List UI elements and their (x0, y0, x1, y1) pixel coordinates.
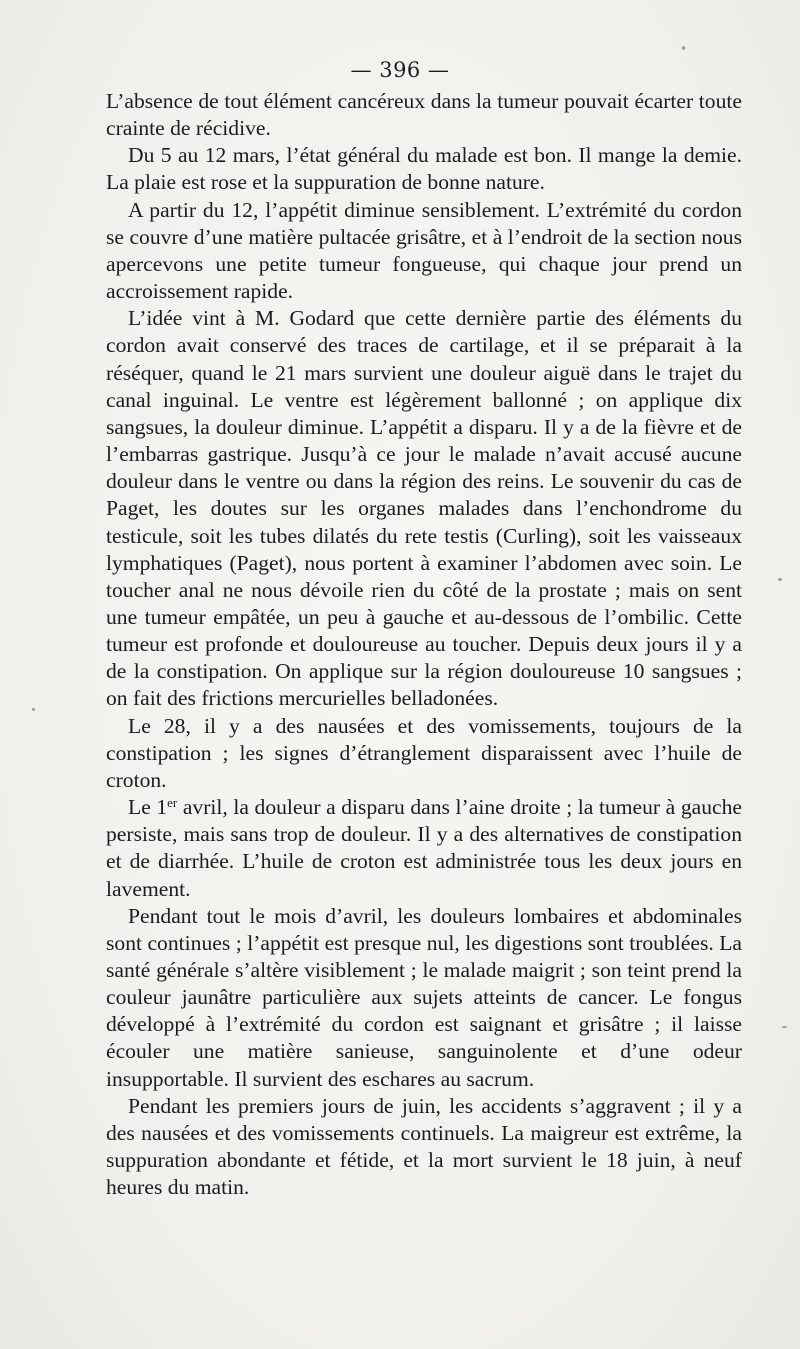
paragraph-7: Pendant tout le mois d’avril, les douleurs lombaires et abdominales sont continues ; l’appétit est presque nul, les digestions sont troublées. La santé générale s’altère visiblement ; le malade maigrit ; son teint prend la couleur jaunâtre particulière aux sujets atteints de cancer. Le fongus développé à l’extrémité du cordon est saignant et grisâtre ; il laisse écouler une matière sanieuse, sanguinolente et d’une odeur insupportable. Il survient des eschares au sacrum. (106, 903, 742, 1091)
paper-speck (32, 708, 35, 711)
april-prefix: Le 1 (128, 795, 168, 820)
paper-speck (778, 578, 782, 581)
paragraph-1: L’absence de tout élément cancéreux dans la tumeur pouvait écarter toute crainte de récidive. (106, 89, 742, 141)
paragraph-5: Le 28, il y a des nausées et des vomissements, toujours de la constipation ; les signes d’étranglement disparaissent avec l’huile de croton. (106, 713, 742, 792)
april-superscript: er (167, 795, 178, 811)
paper-speck (682, 46, 685, 50)
paragraph-4: L’idée vint à M. Godard que cette dernière partie des éléments du cordon avait conservé des traces de cartilage, et il se préparait à la réséquer, quand le 21 mars survient une douleur aiguë dans le trajet du canal inguinal. Le ventre est légèrement ballonné ; on applique dix sangsues, la douleur diminue. L’appétit a disparu. Il y a de la fièvre et de l’embarras gastrique. Jusqu’à ce jour le malade n’avait accusé aucune douleur dans le ventre ou dans la région des reins. Le souvenir du cas de Paget, les doutes sur les organes malades dans l’enchondrome du testicule, soit les tubes dilatés du rete testis (Curling), soit les vaisseaux lymphatiques (Paget), nous portent à examiner l’abdomen avec soin. Le toucher anal ne nous dévoile rien du côté de la prostate ; mais on sent une tumeur empâtée, un peu à gauche et au-dessous de l’ombilic. Cette tumeur est profonde et douloureuse au toucher. Depuis deux jours il y a de la constipation. On applique sur la région douloureuse 10 sangsues ; on fait des frictions mercurielles belladonées. (106, 306, 742, 711)
paragraph-2: Du 5 au 12 mars, l’état général du malade est bon. Il mange la demie. La plaie est rose et la suppuration de bonne nature. (106, 143, 742, 195)
paragraph-8: Pendant les premiers jours de juin, les accidents s’aggravent ; il y a des nausées et des vomissements continuels. La maigreur est extrême, la suppuration abondante et fétide, et la mort survient le 18 juin, à neuf heures du matin. (106, 1093, 742, 1200)
page-number: — 396 — (350, 58, 450, 82)
april-rest: avril, la douleur a disparu dans l’aine droite ; la tumeur à gauche persiste, mais sans trop de douleur. Il y a des alternatives de constipation et de diarrhée. L’huile de croton est administrée tous les deux jours en lavement. (106, 795, 742, 901)
paper-speck (782, 1026, 787, 1028)
paragraph-3: A partir du 12, l’appétit diminue sensiblement. L’extrémité du cordon se couvre d’une matière pultacée grisâtre, et à l’endroit de la section nous apercevons une petite tumeur fongueuse, qui chaque jour prend un accroissement rapide. (106, 197, 742, 304)
body-text (106, 88, 742, 1201)
paragraph-6 (106, 794, 742, 903)
